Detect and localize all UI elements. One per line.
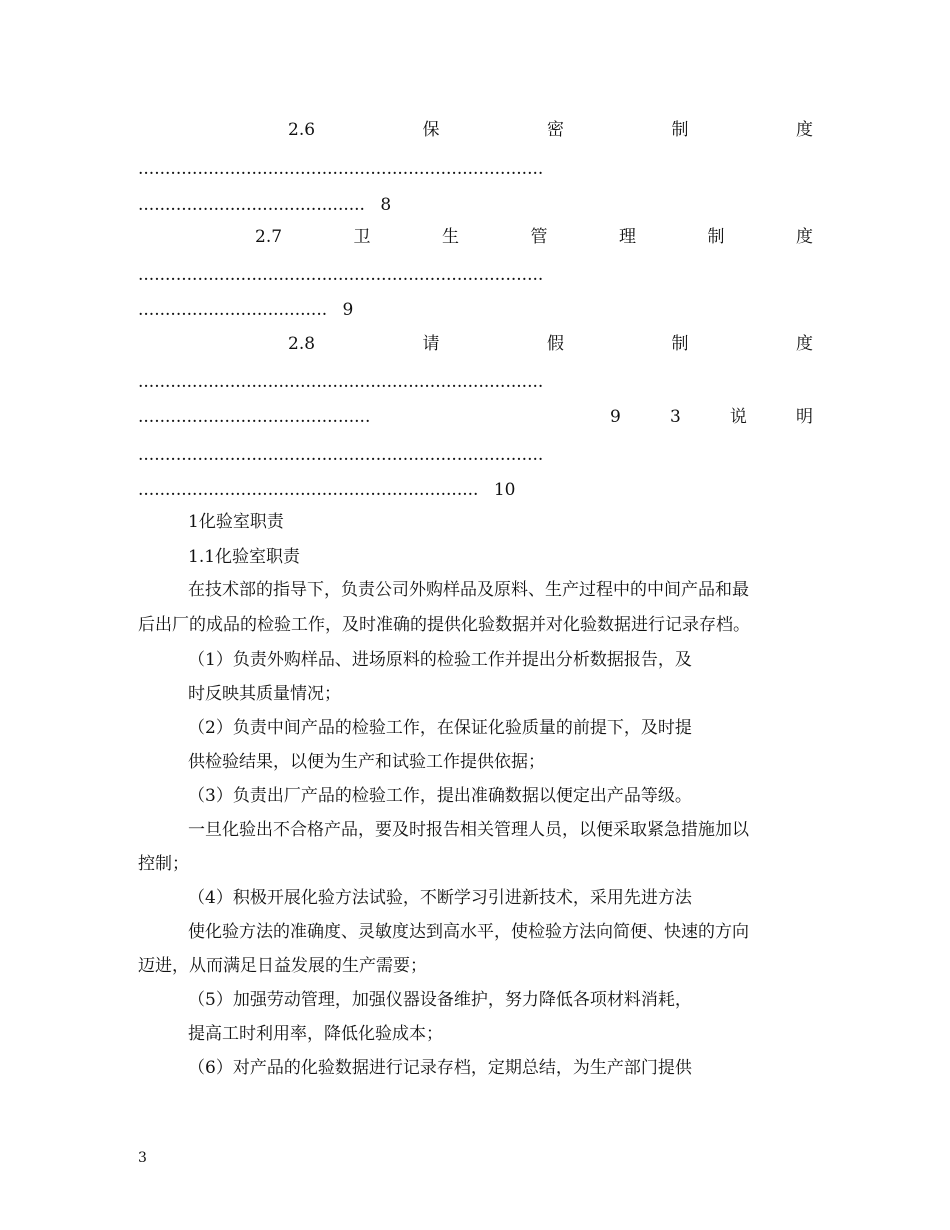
toc-char: 制 (707, 227, 725, 247)
paragraph-line: 在技术部的指导下，负责公司外购样品及原料、生产过程中的中间产品和最 (188, 580, 749, 600)
toc-number: 3 (669, 407, 681, 427)
toc-leader: ........................................................................... (138, 159, 544, 179)
toc-entry-2-6-title (288, 118, 813, 142)
toc-char: 卫 (353, 227, 371, 247)
toc-entry-2-8-title (288, 332, 813, 356)
toc-leader: ............................................................... (138, 480, 479, 500)
list-item-line: （5）加强劳动管理，加强仪器设备维护，努力降低各项材料消耗， (188, 990, 692, 1010)
list-item-line: （4）积极开展化验方法试验，不断学习引进新技术，采用先进方法 (188, 888, 692, 908)
toc-leader: ........................................................................... (138, 372, 544, 392)
toc-char: 理 (618, 227, 636, 247)
toc-number: 2.6 (288, 120, 316, 140)
toc-leader: ........................................... (138, 407, 371, 427)
toc-char: 密 (547, 120, 565, 140)
toc-page-number: 9 (342, 300, 354, 320)
toc-char: 生 (442, 227, 460, 247)
toc-char: 度 (795, 120, 813, 140)
list-item-line: 一旦化验出不合格产品，要及时报告相关管理人员，以便采取紧急措施加以 (188, 820, 749, 840)
toc-number: 2.7 (255, 227, 283, 247)
section-heading: 1化验室职责 (188, 512, 284, 532)
list-item-line: 提高工时利用率，降低化验成本； (188, 1024, 443, 1044)
list-item-line: 供检验结果，以便为生产和试验工作提供依据； (188, 752, 545, 772)
list-item-line: （2）负责中间产品的检验工作，在保证化验质量的前提下，及时提 (188, 718, 692, 738)
list-item-line: （6）对产品的化验数据进行记录存档，定期总结，为生产部门提供 (188, 1058, 692, 1078)
toc-char: 保 (422, 120, 440, 140)
toc-leader: ........................................................................... (138, 265, 544, 285)
toc-char: 假 (547, 334, 565, 354)
toc-page-number: 8 (380, 195, 392, 215)
toc-leader: ........................................................................... (138, 445, 544, 465)
toc-char: 度 (795, 227, 813, 247)
toc-leader-end (138, 193, 391, 217)
toc-leader-end (138, 478, 516, 502)
toc-char: 度 (795, 334, 813, 354)
list-item-line: 使化验方法的准确度、灵敏度达到高水平，使检验方法向简便、快速的方向 (188, 922, 749, 942)
toc-leader-end (138, 405, 528, 429)
toc-char: 明 (795, 407, 813, 427)
toc-leader: ................................... (138, 300, 328, 320)
toc-char: 说 (729, 407, 747, 427)
toc-number: 2.8 (288, 334, 316, 354)
toc-char: 制 (671, 334, 689, 354)
list-item-line: （1）负责外购样品、进场原料的检验工作并提出分析数据报告，及 (188, 650, 692, 670)
toc-char: 管 (530, 227, 548, 247)
subsection-heading: 1.1化验室职责 (188, 547, 301, 567)
toc-entry-3-title (610, 405, 813, 429)
toc-entry-2-7-title (255, 225, 813, 249)
list-item-line: 时反映其质量情况； (188, 684, 341, 704)
toc-char: 请 (422, 334, 440, 354)
list-item-line: 迈进，从而满足日益发展的生产需要； (138, 956, 427, 976)
toc-char: 制 (671, 120, 689, 140)
toc-page-number: 9 (610, 407, 621, 427)
toc-page-number: 10 (493, 480, 516, 500)
toc-leader: .......................................... (138, 195, 365, 215)
list-item-line: 控制； (138, 854, 189, 874)
toc-leader-end (138, 298, 353, 322)
list-item-line: （3）负责出厂产品的检验工作，提出准确数据以便定出产品等级。 (188, 786, 692, 806)
page-number: 3 (138, 1150, 147, 1166)
paragraph-line: 后出厂的成品的检验工作，及时准确的提供化验数据并对化验数据进行记录存档。 (138, 615, 750, 635)
